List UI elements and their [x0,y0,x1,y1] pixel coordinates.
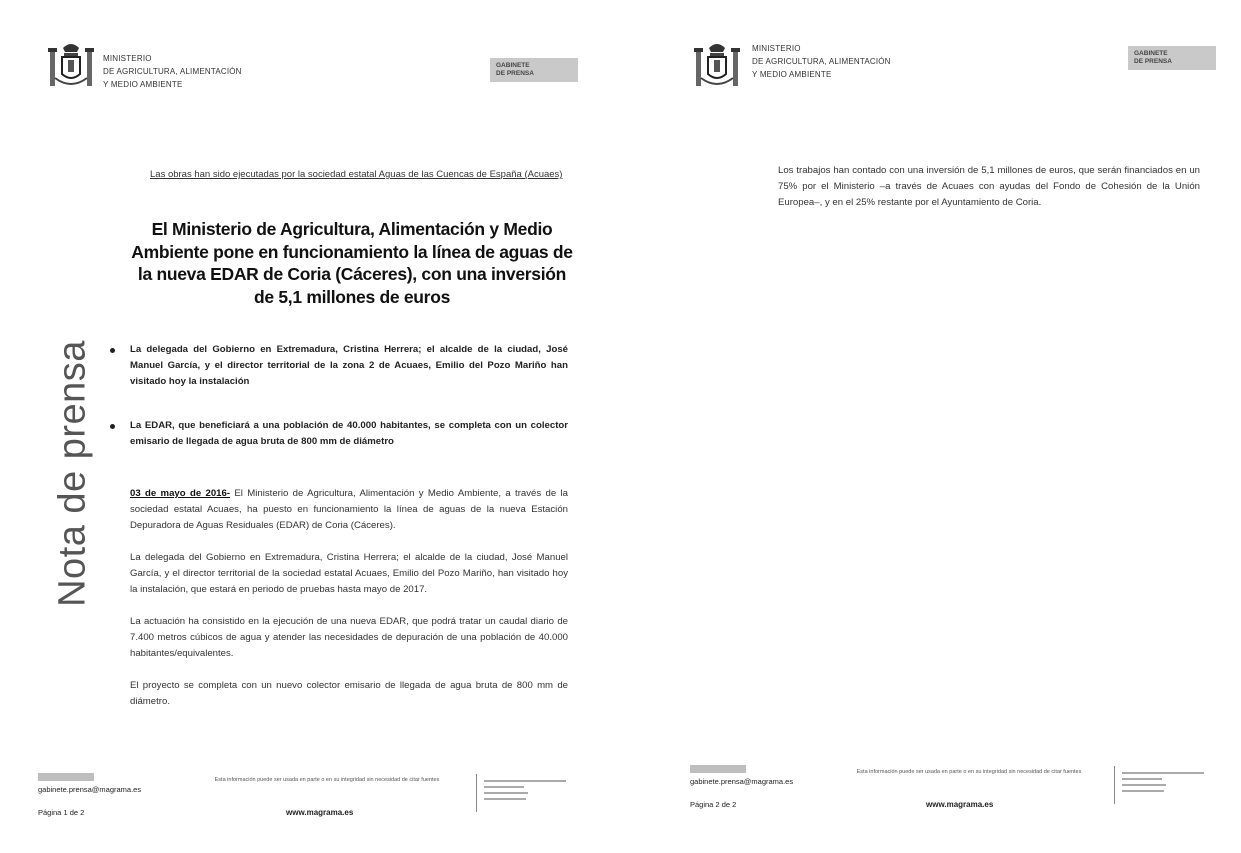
body-paragraph [130,486,568,534]
bullet-icon [110,348,115,353]
badge-line: DE PRENSA [496,70,534,77]
ministry-line: MINISTERIO [103,54,152,63]
website-link[interactable]: www.magrama.es [926,800,994,809]
address-line [484,792,528,794]
coat-of-arms-icon [46,38,96,94]
page-number: Página 2 de 2 [690,800,737,809]
highlight-text: La EDAR, que beneficiará a una población de 40.000 habitantes, se completa con un colector emisario de llegada de agua bruta de 800 mm de diámetro [130,420,568,447]
bullet-icon [110,424,115,429]
body-text [130,486,568,726]
badge-line: DE PRENSA [1134,58,1172,65]
body-paragraph: La delegada del Gobierno en Extremadura, Cristina Herrera; el alcalde de la ciudad, José Manuel García, y el director territorial de la sociedad estatal Acuaes, Emilio del Pozo Mariño, han visitado hoy la instalación, que estará en periodo de pruebas hasta mayo de 2017. [130,552,568,595]
body-paragraph: El proyecto se completa con un nuevo colector emisario de llegada de agua bruta de 800 mm de diámetro. [130,680,568,707]
usage-note: Esta información puede ser usada en parte o en su integridad sin necesidad de citar fuentes [214,777,440,783]
body-paragraph: La actuación ha consistido en la ejecución de una nueva EDAR, que podrá tratar un caudal diario de 7.400 metros cúbicos de agua y atender las necesidades de depuración de una población de 40.000 habitantes/equivalentes. [130,616,568,659]
footer-address [484,780,566,804]
address-line [1122,790,1164,792]
usage-note: Esta información puede ser usada en parte o en su integridad sin necesidad de citar fuentes [856,769,1082,775]
highlight-item [110,418,568,450]
press-release-title: El Ministerio de Agricultura, Alimentación y Medio Ambiente pone en funcionamiento la línea de aguas de la nueva EDAR de Coria (Cáceres), con una inversión de 5,1 millones de euros [131,219,573,307]
ministry-line: Y MEDIO AMBIENTE [752,70,832,79]
press-office-badge [1128,46,1216,70]
highlights-list [110,342,568,450]
website-link[interactable]: www.magrama.es [286,808,354,817]
press-release-page-2 [620,0,1241,853]
badge-line: GABINETE [496,62,530,69]
ministry-name [103,52,242,91]
footer-logo [690,765,746,773]
ministry-line: DE AGRICULTURA, ALIMENTACIÓN [103,67,242,76]
highlight-item [110,342,568,390]
nota-de-prensa-label: Nota de prensa [51,340,94,607]
address-line [1122,778,1162,780]
footer-logo [38,773,94,781]
address-line [1122,772,1204,774]
address-line [484,780,566,782]
highlight-text: La delegada del Gobierno en Extremadura, Cristina Herrera; el alcalde de la ciudad, José Manuel García, y el director territorial de la zona 2 de Acuaes, Emilio del Pozo Mariño han visitado hoy la instalación [130,344,568,387]
footer-divider [1114,766,1115,804]
footer-address [1122,772,1204,796]
address-line [484,798,526,800]
ministry-line: Y MEDIO AMBIENTE [103,80,183,89]
address-line [1122,784,1166,786]
ministry-name [752,42,891,81]
body-paragraph: Los trabajos han contado con una inversión de 5,1 millones de euros, que serán financiados en un 75% por el Ministerio –a través de Acuaes con ayudas del Fondo de Cohesión de la Unión Europea–, y en el 25% restante por el Ayuntamiento de Coria. [778,165,1200,208]
press-release-page-1 [0,0,620,853]
ministry-line: DE AGRICULTURA, ALIMENTACIÓN [752,57,891,66]
page-number: Página 1 de 2 [38,808,85,817]
footer-email-link[interactable]: gabinete.prensa@magrama.es [38,785,142,794]
ministry-line: MINISTERIO [752,44,801,53]
press-office-badge [490,58,578,82]
intro-subtitle: Las obras han sido ejecutadas por la sociedad estatal Aguas de las Cuencas de España (Acuaes) [150,169,563,180]
badge-line: GABINETE [1134,50,1168,57]
address-line [484,786,524,788]
paragraph-text: El Ministerio de Agricultura, Alimentación y Medio Ambiente, a través de la sociedad estatal Acuaes, ha puesto en funcionamiento la línea de aguas de la nueva Estación Depuradora de Aguas Residuales (EDAR) de Coria (Cáceres). [130,488,568,531]
release-date: 03 de mayo de 2016- [130,488,231,499]
footer-divider [476,774,477,812]
footer-email-link[interactable]: gabinete.prensa@magrama.es [690,777,794,786]
coat-of-arms-icon [692,38,742,94]
